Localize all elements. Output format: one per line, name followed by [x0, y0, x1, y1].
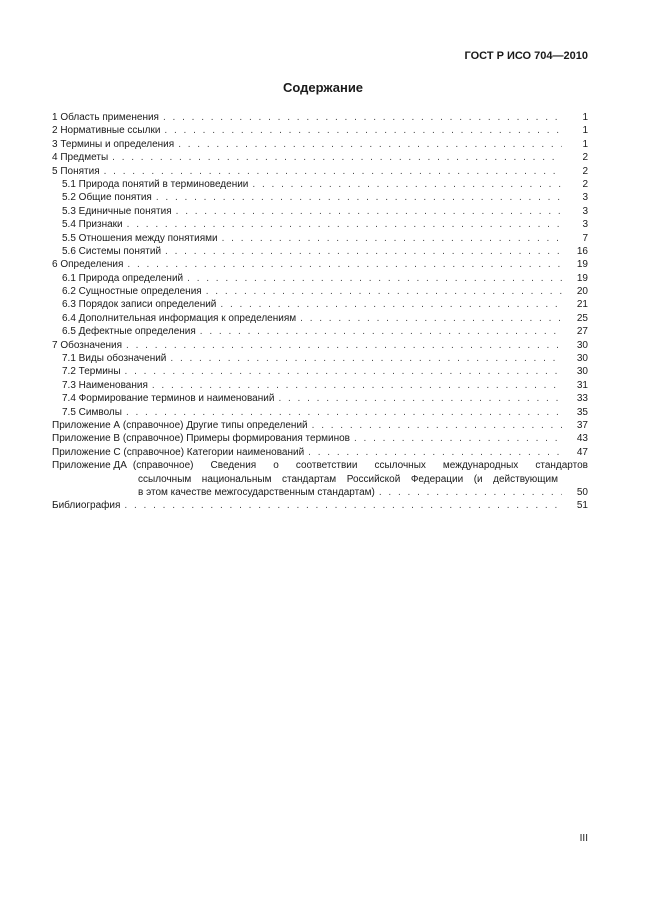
toc-entry-label: 5.1 Природа понятий в терминоведении	[62, 178, 249, 190]
table-of-contents	[52, 111, 588, 513]
toc-entry-page: 30	[576, 339, 588, 351]
toc-entry-label-continued: (справочное) Сведения о соответствии ссылочных международных стандартов	[132, 460, 588, 472]
toc-entry[interactable]	[52, 379, 588, 392]
toc-entry-page: 1	[582, 112, 588, 123]
toc-entry-label: 4 Предметы	[52, 152, 109, 164]
dot-leader	[126, 406, 562, 419]
toc-entry-label: 3 Термины и определения	[52, 138, 175, 150]
toc-entry[interactable]	[52, 151, 588, 164]
dot-leader	[278, 392, 562, 405]
toc-entry[interactable]	[52, 285, 588, 298]
toc-entry-page: 1	[582, 125, 588, 137]
dot-leader	[152, 379, 562, 392]
toc-entry-page: 21	[576, 299, 588, 311]
toc-entry-label: 6.1 Природа определений	[62, 272, 184, 284]
toc-entry-page: 3	[582, 219, 588, 231]
toc-entry-label: 7.1 Виды обозначений	[62, 353, 167, 365]
toc-entry[interactable]	[52, 272, 588, 285]
document-standard-header: ГОСТ Р ИСО 704—2010	[464, 50, 588, 62]
toc-entry-page: 1	[582, 138, 588, 150]
toc-entry[interactable]	[52, 178, 588, 191]
toc-entry[interactable]	[52, 325, 588, 338]
toc-entry-label: 5.6 Системы понятий	[62, 245, 162, 257]
toc-entry-label-continued: в этом качестве межгосударственным стандартам)	[138, 486, 375, 498]
toc-entry-page: 20	[576, 286, 588, 298]
toc-entry[interactable]	[52, 339, 588, 352]
toc-entry[interactable]	[52, 419, 588, 432]
dot-leader	[178, 138, 562, 151]
toc-entry-label: 1 Область применения	[52, 112, 159, 123]
toc-entry-page: 16	[576, 245, 588, 257]
toc-entry[interactable]	[52, 232, 588, 245]
page-number: III	[579, 833, 588, 844]
dot-leader	[125, 365, 562, 378]
toc-entry-label: 5 Понятия	[52, 165, 100, 177]
toc-entry[interactable]	[52, 205, 588, 218]
page-title: Содержание	[282, 80, 364, 95]
toc-entry-label: 6 Определения	[52, 259, 124, 271]
toc-entry[interactable]	[52, 352, 588, 365]
toc-entry[interactable]	[52, 312, 588, 325]
toc-entry[interactable]	[52, 258, 588, 271]
toc-entry-page: 51	[576, 500, 588, 512]
toc-entry-page: 7	[582, 232, 588, 244]
toc-entry-page: 2	[582, 178, 588, 190]
dot-leader	[164, 124, 562, 137]
toc-entry[interactable]	[52, 406, 588, 419]
dot-leader	[165, 245, 562, 258]
toc-entry-page: 25	[576, 312, 588, 324]
dot-leader	[127, 258, 562, 271]
toc-entry[interactable]	[52, 111, 588, 124]
toc-entry[interactable]	[52, 432, 588, 445]
dot-leader	[200, 325, 562, 338]
toc-entry-page: 50	[576, 486, 588, 498]
toc-entry-label: 7.4 Формирование терминов и наименований	[62, 393, 275, 405]
toc-entry-page: 30	[576, 366, 588, 378]
toc-entry-label: 5.2 Общие понятия	[62, 192, 152, 204]
toc-entry[interactable]	[52, 218, 588, 231]
toc-entry-page: 19	[576, 259, 588, 271]
toc-entry[interactable]	[52, 124, 588, 137]
dot-leader	[112, 151, 562, 164]
toc-entry-label: 7 Обозначения	[52, 339, 123, 351]
toc-entry-label: 6.2 Сущностные определения	[62, 286, 202, 298]
toc-entry-bibliography[interactable]	[52, 499, 588, 512]
toc-entry[interactable]	[52, 446, 588, 459]
toc-entry[interactable]	[52, 392, 588, 405]
toc-entry-label: 7.5 Символы	[62, 406, 122, 418]
dot-leader	[354, 432, 562, 445]
toc-entry-label: 6.3 Порядок записи определений	[62, 299, 217, 311]
toc-entry-label: Приложение А (справочное) Другие типы определений	[52, 419, 308, 431]
toc-entry-label: Библиография	[52, 500, 121, 512]
toc-entry-label: 6.5 Дефектные определения	[62, 326, 196, 338]
toc-entry-label: Приложение С (справочное) Категории наименований	[52, 446, 305, 458]
toc-entry-page: 37	[576, 419, 588, 431]
toc-entry-appendix-da[interactable]	[52, 459, 588, 472]
toc-entry-label: 5.5 Отношения между понятиями	[62, 232, 218, 244]
dot-leader	[176, 205, 562, 218]
toc-entry[interactable]	[52, 138, 588, 151]
dot-leader	[127, 218, 562, 231]
dot-leader	[312, 419, 562, 432]
toc-entry-page: 2	[582, 152, 588, 164]
toc-entry-page: 31	[576, 379, 588, 391]
dot-leader	[126, 339, 562, 352]
toc-entry-page: 35	[576, 406, 588, 418]
toc-entry-appendix-da-last	[52, 486, 588, 499]
dot-leader	[222, 232, 562, 245]
toc-entry-page: 30	[576, 353, 588, 365]
toc-entry-label: 7.3 Наименования	[62, 379, 148, 391]
dot-leader	[308, 446, 562, 459]
dot-leader	[206, 285, 562, 298]
dot-leader	[163, 111, 562, 124]
toc-entry[interactable]	[52, 365, 588, 378]
dot-leader	[300, 312, 562, 325]
toc-entry[interactable]	[52, 245, 588, 258]
dot-leader	[124, 499, 562, 512]
dot-leader	[379, 486, 562, 499]
toc-entry-page: 19	[576, 272, 588, 284]
dot-leader	[187, 272, 562, 285]
toc-entry-page: 3	[582, 192, 588, 204]
toc-entry-page: 33	[576, 393, 588, 405]
toc-entry-label: Приложение В (справочное) Примеры формирования терминов	[52, 433, 350, 445]
dot-leader	[156, 191, 562, 204]
toc-entry[interactable]	[52, 191, 588, 204]
toc-entry-page: 2	[582, 165, 588, 177]
toc-entry-label-continued: ссылочным национальным стандартам Российской Федерации (и действующим	[138, 473, 558, 485]
toc-entry-page: 47	[576, 446, 588, 458]
toc-entry[interactable]	[52, 298, 588, 311]
toc-entry[interactable]	[52, 165, 588, 178]
toc-entry-label: 5.3 Единичные понятия	[62, 205, 172, 217]
toc-entry-label: 5.4 Признаки	[62, 219, 123, 231]
toc-entry-page: 3	[582, 205, 588, 217]
dot-leader	[104, 165, 562, 178]
toc-entry-label: 2 Нормативные ссылки	[52, 125, 161, 137]
dot-leader	[252, 178, 562, 191]
toc-entry-page: 27	[576, 326, 588, 338]
toc-entry-page: 43	[576, 433, 588, 445]
toc-entry-label: 7.2 Термины	[62, 366, 121, 378]
dot-leader	[220, 298, 562, 311]
toc-entry-label: 6.4 Дополнительная информация к определениям	[62, 312, 297, 324]
toc-entry-label: Приложение ДА	[52, 460, 127, 472]
dot-leader	[170, 352, 562, 365]
